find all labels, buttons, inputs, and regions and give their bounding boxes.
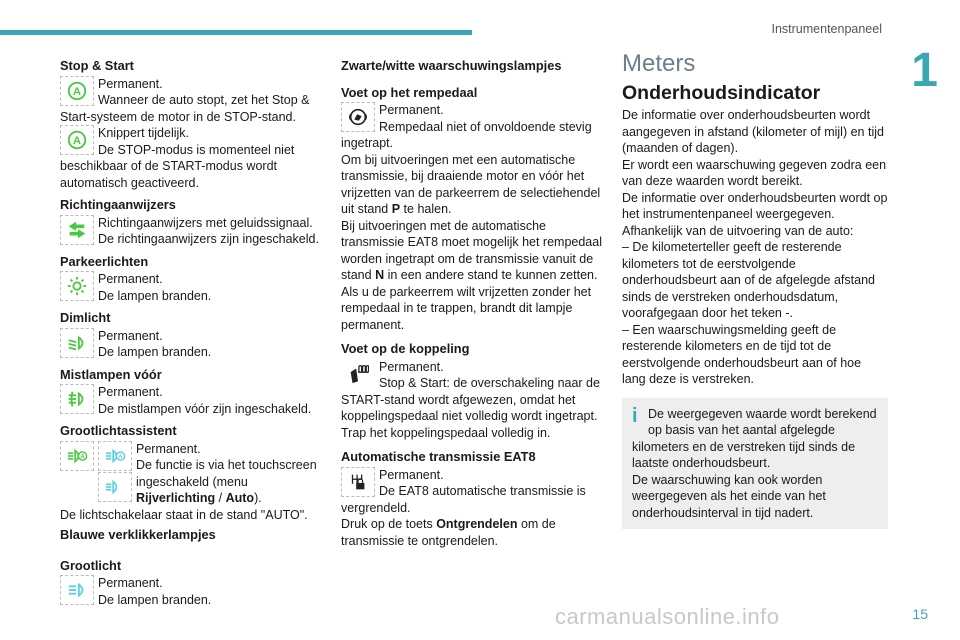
text: Er wordt een waarschuwing gegeven zodra een van deze waarden wordt bereikt. <box>622 157 887 188</box>
text: Permanent. <box>136 441 201 456</box>
page-number: 15 <box>912 606 928 622</box>
dipped-beam-icon <box>60 328 94 358</box>
text: De lampen branden. <box>98 345 212 359</box>
text <box>341 152 605 218</box>
text: Knippert tijdelijk. <box>98 126 190 140</box>
text: De mistlampen vóór zijn ingeschakeld. <box>98 401 312 416</box>
service-indicator-heading: Onderhoudsindicator <box>622 81 821 104</box>
stopstart-entry-2 <box>60 125 322 191</box>
gear-letter: P <box>391 202 401 216</box>
header-title: Instrumentenpaneel <box>771 22 882 36</box>
highbeam-assist-on-icon <box>98 441 132 471</box>
stop-start-a-icon <box>60 76 94 106</box>
menu-name: Rijverlichting <box>136 491 216 505</box>
text: Afhankelijk van de uitvoering van de auto: <box>622 223 854 238</box>
highbeam-assist-entry <box>60 441 322 524</box>
svg-text:A: A <box>118 453 123 460</box>
chapter-number: 1 <box>902 45 960 97</box>
highbeam-entry <box>60 575 322 608</box>
main-beam-icon <box>60 575 94 605</box>
turn-signal-icon <box>60 215 94 245</box>
clutch-entry <box>341 359 605 442</box>
brake-pedal-icon <box>341 102 375 132</box>
front-fog-icon <box>60 384 94 414</box>
foglamps-title: Mistlampen vóór <box>60 366 162 382</box>
text: Rempedaal niet of onvoldoende stevig ingetrapt. <box>341 119 592 150</box>
text: De functie is via het touchscreen ingeschakeld (menu <box>136 458 317 489</box>
meters-heading: Meters <box>622 50 696 77</box>
eat8-title: Automatische transmissie EAT8 <box>341 449 536 464</box>
bw-lamps-title: Zwarte/witte waarschuwingslampjes <box>341 58 562 73</box>
text: / <box>215 491 226 505</box>
text: Permanent. <box>98 385 163 399</box>
text: Druk op de toets <box>341 517 437 531</box>
text: Permanent. <box>98 76 163 91</box>
text: – De kilometerteller geeft de resterende kilometers tot de eerstvolgende onderhoudsbeurt aan of de afgelegde afstand sinds de verstreken onderhoudsdatum, voorafgegaan door het teken -. <box>622 240 875 320</box>
button-name: Ontgrendelen <box>436 517 518 531</box>
text: Permanent. <box>98 576 163 590</box>
text: De EAT8 automatische transmissie is vergrendeld. <box>341 484 586 515</box>
brake-entry <box>341 102 605 333</box>
svg-text:A: A <box>73 135 81 148</box>
text: – Een waarschuwingsmelding geeft de resterende kilometers en de tijd tot de eerstvolgende onderhoudsbeurt aan of hoe lang deze is verstreken. <box>622 322 862 386</box>
text: ). <box>254 491 262 505</box>
text: Permanent. <box>379 467 444 482</box>
text: Stop & Start: de overschakeling naar de START-stand wordt afgewezen, omdat het koppelingspedaal niet volledig wordt ingetrapt. <box>341 376 600 423</box>
text: Permanent. <box>98 272 163 286</box>
svg-text:A: A <box>73 85 81 98</box>
text: De weergegeven waarde wordt berekend op basis van het aantal afgelegde kilometers en de verstreken tijd sinds de laatste onderhoudsbeurt. <box>632 406 877 470</box>
text: De lichtschakelaar staat in de stand "AUTO". <box>60 507 308 522</box>
highbeam-title: Grootlicht <box>60 557 122 573</box>
text: De STOP-modus is momenteel niet beschikbaar of de START-modus wordt automatisch geactiveerd. <box>60 142 295 190</box>
brake-title: Voet op het rempedaal <box>341 84 478 100</box>
text: De lampen branden. <box>98 592 212 607</box>
text: te halen. <box>400 202 452 216</box>
gear-letter: N <box>375 268 385 282</box>
highbeam-assist-title: Grootlichtassistent <box>60 423 177 438</box>
highbeam-assist-green-icon <box>60 441 94 471</box>
info-icon: i <box>632 404 638 427</box>
stopstart-title: Stop & Start <box>60 58 134 73</box>
clutch-pedal-icon <box>341 359 375 389</box>
column-2 <box>341 58 605 549</box>
text: Permanent. <box>379 359 444 374</box>
text: De lampen branden. <box>98 288 212 303</box>
text <box>341 218 605 284</box>
text: De informatie over onderhoudsbeurten wordt op het instrumentenpaneel weergegeven. <box>622 190 888 221</box>
text: De waarschuwing kan ook worden weergegeven als het einde van het onderhoudsinterval in tijd nadert. <box>632 472 826 520</box>
indicators-title: Richtingaanwijzers <box>60 197 176 212</box>
text: De informatie over onderhoudsbeurten wordt aangegeven in afstand (kilometer of mijl) en tijd (maanden of dagen). <box>622 108 884 155</box>
icon-stack <box>60 441 94 472</box>
parking-entry <box>60 271 322 304</box>
text: Richtingaanwijzers met geluidssignaal. <box>98 215 313 230</box>
indicators-entry <box>60 215 322 248</box>
column-1 <box>60 58 322 608</box>
text: Wanneer de auto stopt, zet het Stop & Start-systeem de motor in de STOP-stand. <box>60 93 310 124</box>
text: Bij uitvoeringen met de automatische transmissie EAT8 moet mogelijk het rempedaal worden ingetrapt om de transmissie vanuit de stand <box>341 218 602 282</box>
parking-title: Parkeerlichten <box>60 253 149 269</box>
info-box <box>622 398 888 530</box>
text: Permanent. <box>379 103 444 117</box>
text: De richtingaanwijzers zijn ingeschakeld. <box>98 232 319 246</box>
dipped-entry <box>60 328 322 361</box>
menu-name: Auto <box>225 491 255 505</box>
foglamps-entry <box>60 384 322 417</box>
icon-stack <box>98 441 132 503</box>
text: Trap het koppelingspedaal volledig in. <box>341 425 551 440</box>
text: in een andere stand te kunnen zetten. <box>384 268 598 282</box>
highbeam-assist-blue-icon <box>98 472 132 502</box>
column-3 <box>622 50 888 529</box>
parking-lights-icon <box>60 271 94 301</box>
gearbox-lock-icon <box>341 467 375 497</box>
text <box>341 516 605 549</box>
stop-start-a-blink-icon <box>60 125 94 155</box>
svg-text:A: A <box>80 453 85 460</box>
blue-lamps-title: Blauwe verklikkerlampjes <box>60 527 216 542</box>
top-accent-bar <box>0 30 472 35</box>
text: Permanent. <box>98 328 163 343</box>
dipped-title: Dimlicht <box>60 310 111 325</box>
watermark: carmanualsonline.info <box>555 604 780 629</box>
text: Als u de parkeerrem wilt vrijzetten zonder het rempedaal in te trappen, brandt dit lampje permanent. <box>341 284 592 332</box>
text: om de transmissie te ontgrendelen. <box>341 517 556 548</box>
text: Om bij uitvoeringen met een automatische transmissie, bij draaiende motor en vóór het vrijzetten van de parkeerrem de selectiehendel uit stand <box>341 152 601 216</box>
clutch-title: Voet op de koppeling <box>341 341 470 356</box>
eat8-entry <box>341 467 605 550</box>
stopstart-entry-1 <box>60 76 322 126</box>
